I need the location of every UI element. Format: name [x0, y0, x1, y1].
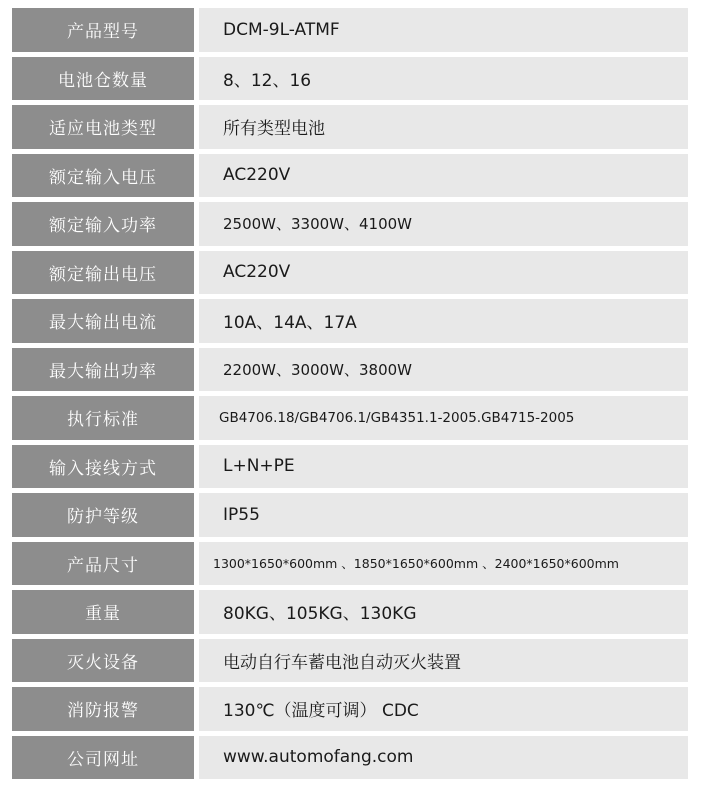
- spec-value: DCM-9L-ATMF: [199, 8, 688, 52]
- spec-label: 产品尺寸: [12, 542, 194, 586]
- spec-value: 8、12、16: [199, 57, 688, 101]
- spec-value: GB4706.18/GB4706.1/GB4351.1-2005.GB4715-2005: [199, 396, 688, 440]
- spec-label: 产品型号: [12, 8, 194, 52]
- spec-label: 防护等级: [12, 493, 194, 537]
- spec-row-standard: [12, 396, 688, 440]
- spec-value: L+N+PE: [199, 445, 688, 489]
- spec-row-fire-alarm: [12, 687, 688, 731]
- spec-value: 2200W、3000W、3800W: [199, 348, 688, 392]
- spec-row-model: [12, 8, 688, 52]
- spec-value: 2500W、3300W、4100W: [199, 202, 688, 246]
- spec-row-weight: [12, 590, 688, 634]
- spec-label: 灭火设备: [12, 639, 194, 683]
- spec-row-extinguisher: [12, 639, 688, 683]
- spec-label: 电池仓数量: [12, 57, 194, 101]
- spec-row-wiring: [12, 445, 688, 489]
- spec-value: 所有类型电池: [199, 105, 688, 149]
- spec-label: 额定输入功率: [12, 202, 194, 246]
- spec-label: 消防报警: [12, 687, 194, 731]
- spec-value: AC220V: [199, 154, 688, 198]
- spec-label: 适应电池类型: [12, 105, 194, 149]
- website-link[interactable]: www.automofang.com: [199, 736, 688, 780]
- spec-label: 重量: [12, 590, 194, 634]
- spec-label: 额定输出电压: [12, 251, 194, 295]
- spec-row-protection: [12, 493, 688, 537]
- spec-row-output-voltage: [12, 251, 688, 295]
- spec-label: 输入接线方式: [12, 445, 194, 489]
- spec-row-max-power: [12, 348, 688, 392]
- spec-label: 最大输出功率: [12, 348, 194, 392]
- spec-value: 130℃（温度可调） CDC: [199, 687, 688, 731]
- spec-value: 80KG、105KG、130KG: [199, 590, 688, 634]
- spec-label: 最大输出电流: [12, 299, 194, 343]
- spec-row-input-voltage: [12, 154, 688, 198]
- spec-value: 10A、14A、17A: [199, 299, 688, 343]
- spec-label: 公司网址: [12, 736, 194, 780]
- spec-label: 执行标准: [12, 396, 194, 440]
- spec-value: IP55: [199, 493, 688, 537]
- spec-row-website: [12, 736, 688, 780]
- spec-value: 1300*1650*600mm 、1850*1650*600mm 、2400*1650*600mm: [199, 542, 688, 586]
- spec-row-max-current: [12, 299, 688, 343]
- spec-row-dimensions: [12, 542, 688, 586]
- spec-label: 额定输入电压: [12, 154, 194, 198]
- spec-row-battery-type: [12, 105, 688, 149]
- spec-value: AC220V: [199, 251, 688, 295]
- spec-value: 电动自行车蓄电池自动灭火装置: [199, 639, 688, 683]
- spec-table: [12, 8, 688, 779]
- spec-row-input-power: [12, 202, 688, 246]
- spec-row-battery-bays: [12, 57, 688, 101]
